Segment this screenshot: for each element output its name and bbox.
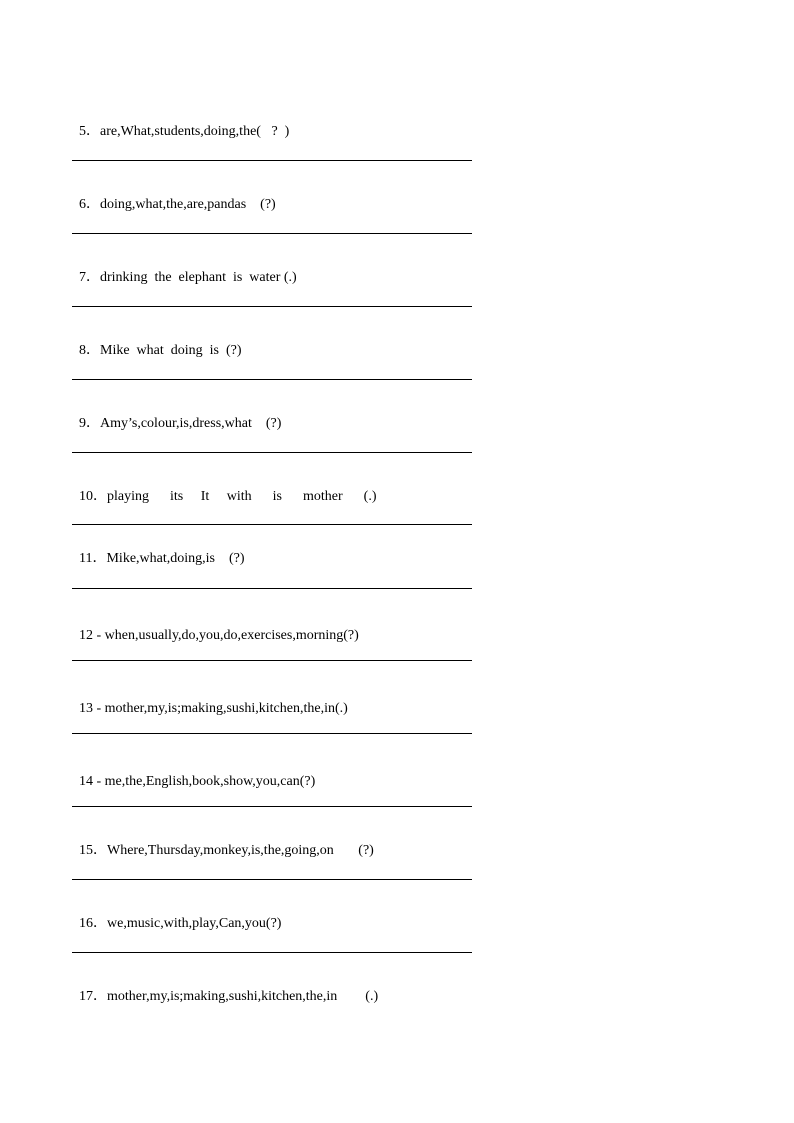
- question-number: 7: [79, 270, 86, 285]
- question-text: playing its It with is mother (.): [107, 489, 377, 504]
- question-number: 10: [79, 489, 93, 504]
- question-number: 14: [79, 774, 93, 789]
- question-text: we,music,with,play,Can,you(?): [107, 916, 282, 931]
- question-separator: ．: [86, 197, 100, 212]
- question-text: Where,Thursday,monkey,is,the,going,on (?): [107, 843, 374, 858]
- question-9: [72, 397, 281, 433]
- question-text: Amy’s,colour,is,dress,what (?): [100, 416, 282, 431]
- answer-line-15[interactable]: [72, 879, 472, 880]
- question-text: Mike,what,doing,is (?): [106, 551, 245, 566]
- question-separator: ．: [92, 551, 107, 566]
- answer-line-8[interactable]: [72, 379, 472, 380]
- question-15: [72, 824, 374, 860]
- answer-line-5[interactable]: [72, 160, 472, 161]
- answer-line-6[interactable]: [72, 233, 472, 234]
- question-8: [72, 324, 242, 360]
- question-text: Mike what doing is (?): [100, 343, 242, 358]
- question-text: mother,my,is;making,sushi,kitchen,the,in (.): [107, 989, 379, 1004]
- question-separator: -: [93, 701, 105, 716]
- question-13: [72, 682, 348, 718]
- answer-line-14[interactable]: [72, 806, 472, 807]
- answer-line-13[interactable]: [72, 733, 472, 734]
- question-number: 17: [79, 989, 93, 1004]
- answer-line-16[interactable]: [72, 952, 472, 953]
- question-number: 16: [79, 916, 93, 931]
- answer-line-7[interactable]: [72, 306, 472, 307]
- question-7: [72, 251, 297, 287]
- question-11: [72, 532, 245, 568]
- answer-line-9[interactable]: [72, 452, 472, 453]
- question-17: [72, 970, 378, 1006]
- question-12: [72, 609, 359, 645]
- question-number: 15: [79, 843, 93, 858]
- answer-line-11[interactable]: [72, 588, 472, 589]
- question-number: 11: [79, 551, 93, 566]
- question-separator: ．: [93, 489, 107, 504]
- question-text: mother,my,is;making,sushi,kitchen,the,in(.): [104, 701, 348, 716]
- question-number: 6: [79, 197, 86, 212]
- question-separator: ．: [86, 343, 100, 358]
- question-separator: ．: [86, 416, 100, 431]
- question-number: 12: [79, 628, 93, 643]
- question-text: me,the,English,book,show,you,can(?): [104, 774, 316, 789]
- question-number: 5: [79, 124, 86, 139]
- answer-line-10[interactable]: [72, 524, 472, 525]
- question-10: [72, 470, 376, 506]
- question-text: drinking the elephant is water (.): [100, 270, 297, 285]
- question-separator: -: [93, 774, 105, 789]
- question-number: 13: [79, 701, 93, 716]
- question-separator: ．: [86, 270, 100, 285]
- question-text: when,usually,do,you,do,exercises,morning(?): [104, 628, 359, 643]
- question-separator: ．: [93, 989, 107, 1004]
- question-separator: ．: [86, 124, 100, 139]
- question-separator: ．: [93, 916, 107, 931]
- question-number: 9: [79, 416, 86, 431]
- question-number: 8: [79, 343, 86, 358]
- question-text: are,What,students,doing,the( ? ): [100, 124, 290, 139]
- question-text: doing,what,the,are,pandas (?): [100, 197, 276, 212]
- question-6: [72, 178, 276, 214]
- answer-line-12[interactable]: [72, 660, 472, 661]
- question-16: [72, 897, 281, 933]
- question-separator: ．: [93, 843, 107, 858]
- question-14: [72, 755, 315, 791]
- question-separator: -: [93, 628, 105, 643]
- question-5: [72, 105, 289, 141]
